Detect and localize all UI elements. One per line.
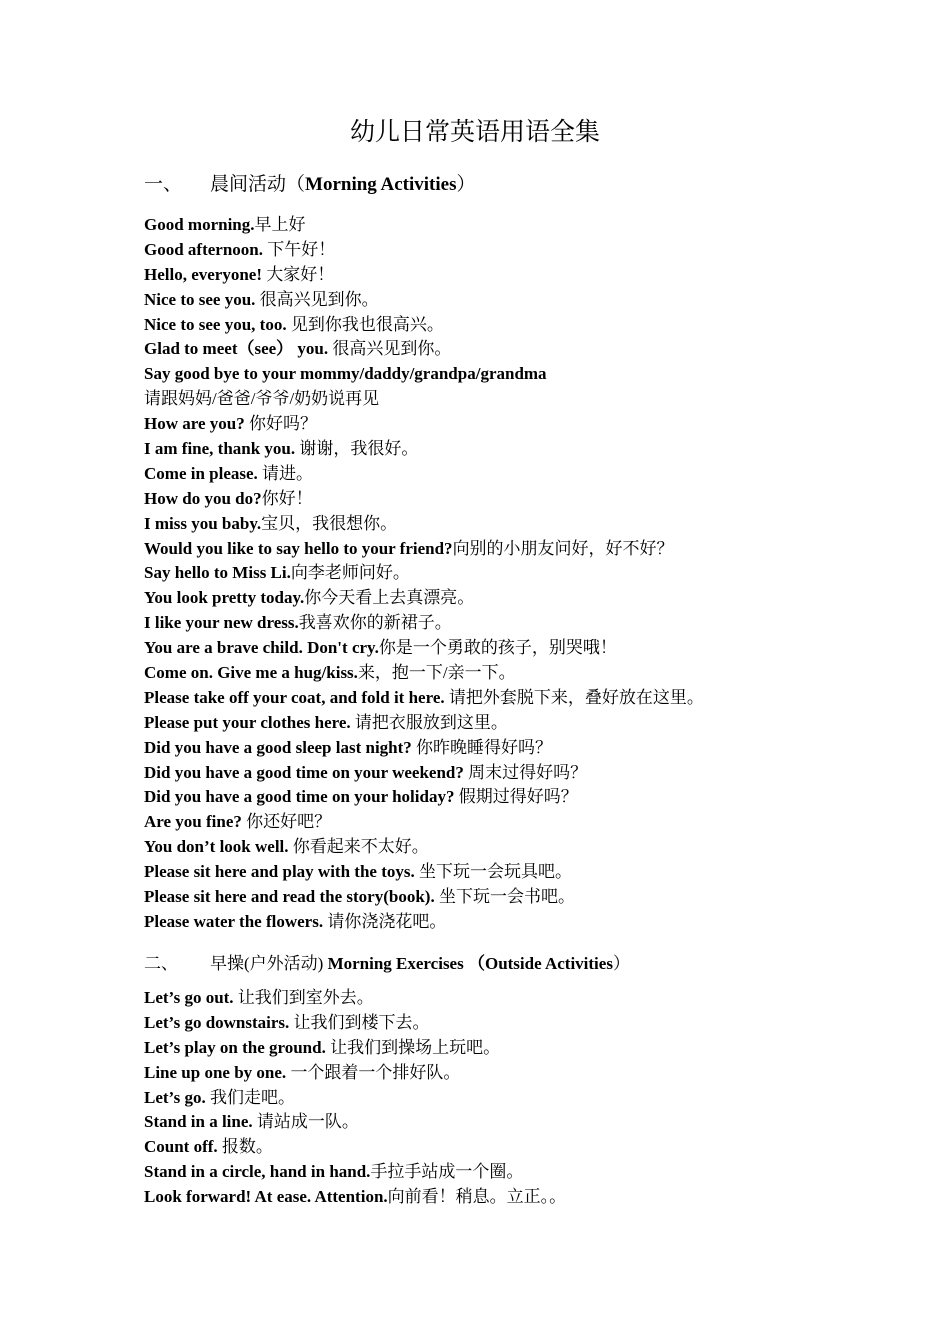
phrase-english: Let’s go downstairs. <box>144 1012 290 1032</box>
phrase-chinese: 下午好！ <box>263 239 336 259</box>
phrase-english: Stand in a line. <box>144 1112 253 1132</box>
phrase-line <box>144 661 844 686</box>
phrase-english: Let’s go. <box>144 1087 206 1107</box>
section-title-end: ） <box>456 174 476 195</box>
phrase-english: Hello, everyone! <box>144 264 263 284</box>
phrase-line <box>144 561 844 586</box>
section-title-end: ） <box>612 954 630 973</box>
phrase-chinese: 让我们到楼下去。 <box>289 1012 430 1032</box>
phrase-line <box>144 462 844 487</box>
phrase-chinese: 假期过得好吗？ <box>454 787 578 807</box>
phrase-chinese: 我们走吧。 <box>205 1087 295 1107</box>
phrase-line <box>144 387 844 412</box>
phrase-line <box>144 313 844 338</box>
phrase-english: Come in please. <box>144 463 258 483</box>
phrase-chinese: 我喜欢你的新裙子。 <box>298 613 452 633</box>
phrase-line <box>144 537 844 562</box>
phrase-chinese: 宝贝，我很想你。 <box>261 513 398 533</box>
phrase-english: Would you like to say hello to your friend? <box>144 538 453 558</box>
phrase-chinese: 请把外套脱下来，叠好放在这里。 <box>444 687 704 707</box>
phrase-english: Say good bye to your mommy/daddy/grandpa/grandma <box>144 364 547 384</box>
phrase-chinese: 坐下玩一会玩具吧。 <box>414 862 572 882</box>
phrase-english: Please sit here and play with the toys. <box>144 862 415 882</box>
section-title-en: Morning Activities <box>305 174 457 195</box>
phrase-line <box>144 288 844 313</box>
phrase-chinese: 让我们到操场上玩吧。 <box>325 1037 501 1057</box>
phrase-line <box>144 761 844 786</box>
section-heading-morning-exercises <box>144 951 630 977</box>
phrase-chinese: 请跟妈妈/爸爸/爷爷/奶奶说再见 <box>144 389 380 409</box>
phrase-chinese: 向前看！稍息。立正。。 <box>387 1187 567 1207</box>
phrase-english: Good afternoon. <box>144 239 263 259</box>
phrase-line <box>144 885 844 910</box>
phrase-chinese: 大家好！ <box>262 264 335 284</box>
phrase-line <box>144 238 844 263</box>
phrase-line <box>144 412 844 437</box>
phrase-english: I miss you baby. <box>144 513 262 533</box>
phrase-english: Stand in a circle, hand in hand. <box>144 1162 371 1182</box>
phrase-line <box>144 611 844 636</box>
phrase-english: Please take off your coat, and fold it here. <box>144 687 445 707</box>
phrase-chinese: 你好吗？ <box>244 414 317 434</box>
phrase-english: Did you have a good time on your weekend? <box>144 762 464 782</box>
phrase-english: You don’t look well. <box>144 837 289 857</box>
phrase-line <box>144 1135 844 1160</box>
phrase-line <box>144 1185 844 1210</box>
phrase-line <box>144 810 844 835</box>
phrase-english: Are you fine? <box>144 812 242 832</box>
phrase-english: I like your new dress. <box>144 613 299 633</box>
phrase-line <box>144 512 844 537</box>
phrase-english: Line up one by one. <box>144 1062 287 1082</box>
phrase-chinese: 向别的小朋友问好，好不好？ <box>452 538 674 558</box>
phrase-line <box>144 362 844 387</box>
phrase-line <box>144 337 844 362</box>
section-title-zh: 早操(户外活动) <box>210 954 328 973</box>
morning-activities-phrase-list <box>144 213 844 935</box>
phrase-line <box>144 1086 844 1111</box>
phrase-line <box>144 1160 844 1185</box>
phrase-english: Did you have a good time on your holiday? <box>144 787 455 807</box>
phrase-line <box>144 487 844 512</box>
phrase-line <box>144 785 844 810</box>
phrase-english: Nice to see you, too. <box>144 314 287 334</box>
phrase-chinese: 你是一个勇敢的孩子，别哭哦！ <box>378 638 617 658</box>
phrase-line <box>144 736 844 761</box>
phrase-english: Say hello to Miss Li. <box>144 563 291 583</box>
section-title-zh: 晨间活动（ <box>210 174 306 195</box>
phrase-chinese: 很高兴见到你。 <box>255 289 379 309</box>
phrase-english: Good morning. <box>144 215 255 234</box>
phrase-chinese: 你还好吧？ <box>241 812 332 832</box>
section-number: 一、 <box>144 174 183 195</box>
phrase-line <box>144 586 844 611</box>
phrase-english: Look forward! At ease. Attention. <box>144 1187 388 1207</box>
phrase-chinese: 早上好 <box>254 215 306 234</box>
phrase-chinese: 见到你我也很高兴。 <box>286 314 444 334</box>
phrase-english: How do you do? <box>144 488 262 508</box>
phrase-english: Glad to meet（see） you. <box>144 339 329 359</box>
phrase-line <box>144 835 844 860</box>
phrase-chinese: 你今天看上去真漂亮。 <box>304 588 475 608</box>
section-number: 二、 <box>144 954 178 973</box>
phrase-english: Did you have a good sleep last night? <box>144 737 412 757</box>
phrase-chinese: 让我们到室外去。 <box>233 988 374 1007</box>
phrase-line <box>144 213 844 238</box>
phrase-line <box>144 636 844 661</box>
phrase-english: Let’s go out. <box>144 988 234 1007</box>
phrase-english: Please water the flowers. <box>144 911 324 931</box>
phrase-chinese: 很高兴见到你。 <box>328 339 452 359</box>
phrase-english: Let’s play on the ground. <box>144 1037 326 1057</box>
phrase-chinese: 你昨晚睡得好吗？ <box>411 737 553 757</box>
phrase-line <box>144 263 844 288</box>
phrase-chinese: 你好！ <box>261 488 313 508</box>
phrase-chinese: 请你浇浇花吧。 <box>323 911 447 931</box>
phrase-chinese: 一个跟着一个排好队。 <box>286 1062 461 1082</box>
phrase-english: Nice to see you. <box>144 289 256 309</box>
phrase-line <box>144 986 844 1011</box>
phrase-line <box>144 910 844 935</box>
phrase-line <box>144 711 844 736</box>
morning-exercises-phrase-list <box>144 986 844 1210</box>
section-heading-morning-activities <box>144 172 475 198</box>
phrase-line <box>144 860 844 885</box>
phrase-chinese: 请进。 <box>257 463 314 483</box>
phrase-english: Count off. <box>144 1137 218 1157</box>
phrase-chinese: 来，抱一下/亲一下。 <box>357 663 516 683</box>
phrase-chinese: 请站成一队。 <box>252 1112 359 1132</box>
phrase-line <box>144 437 844 462</box>
phrase-chinese: 周末过得好吗？ <box>463 762 588 782</box>
phrase-line <box>144 686 844 711</box>
phrase-chinese: 报数。 <box>217 1137 273 1157</box>
phrase-english: You look pretty today. <box>144 588 305 608</box>
phrase-english: How are you? <box>144 414 245 434</box>
phrase-english: Please sit here and read the story(book). <box>144 887 435 907</box>
phrase-chinese: 向李老师问好。 <box>290 563 410 583</box>
page-title: 幼儿日常英语用语全集 <box>349 119 600 146</box>
phrase-english: I am fine, thank you. <box>144 439 296 459</box>
phrase-chinese: 坐下玩一会书吧。 <box>434 887 575 907</box>
phrase-line <box>144 1061 844 1086</box>
phrase-chinese: 请把衣服放到这里。 <box>350 712 508 732</box>
phrase-chinese: 你看起来不太好。 <box>288 837 429 857</box>
section-title-en: Morning Exercises （Outside Activities <box>327 954 613 973</box>
phrase-line <box>144 1036 844 1061</box>
phrase-line <box>144 1011 844 1036</box>
phrase-english: Come on. Give me a hug/kiss. <box>144 663 358 683</box>
phrase-chinese: 手拉手站成一个圈。 <box>370 1162 524 1182</box>
phrase-english: Please put your clothes here. <box>144 712 351 732</box>
phrase-line <box>144 1110 844 1135</box>
phrase-english: You are a brave child. Don't cry. <box>144 638 379 658</box>
phrase-chinese: 谢谢，我很好。 <box>295 439 419 459</box>
